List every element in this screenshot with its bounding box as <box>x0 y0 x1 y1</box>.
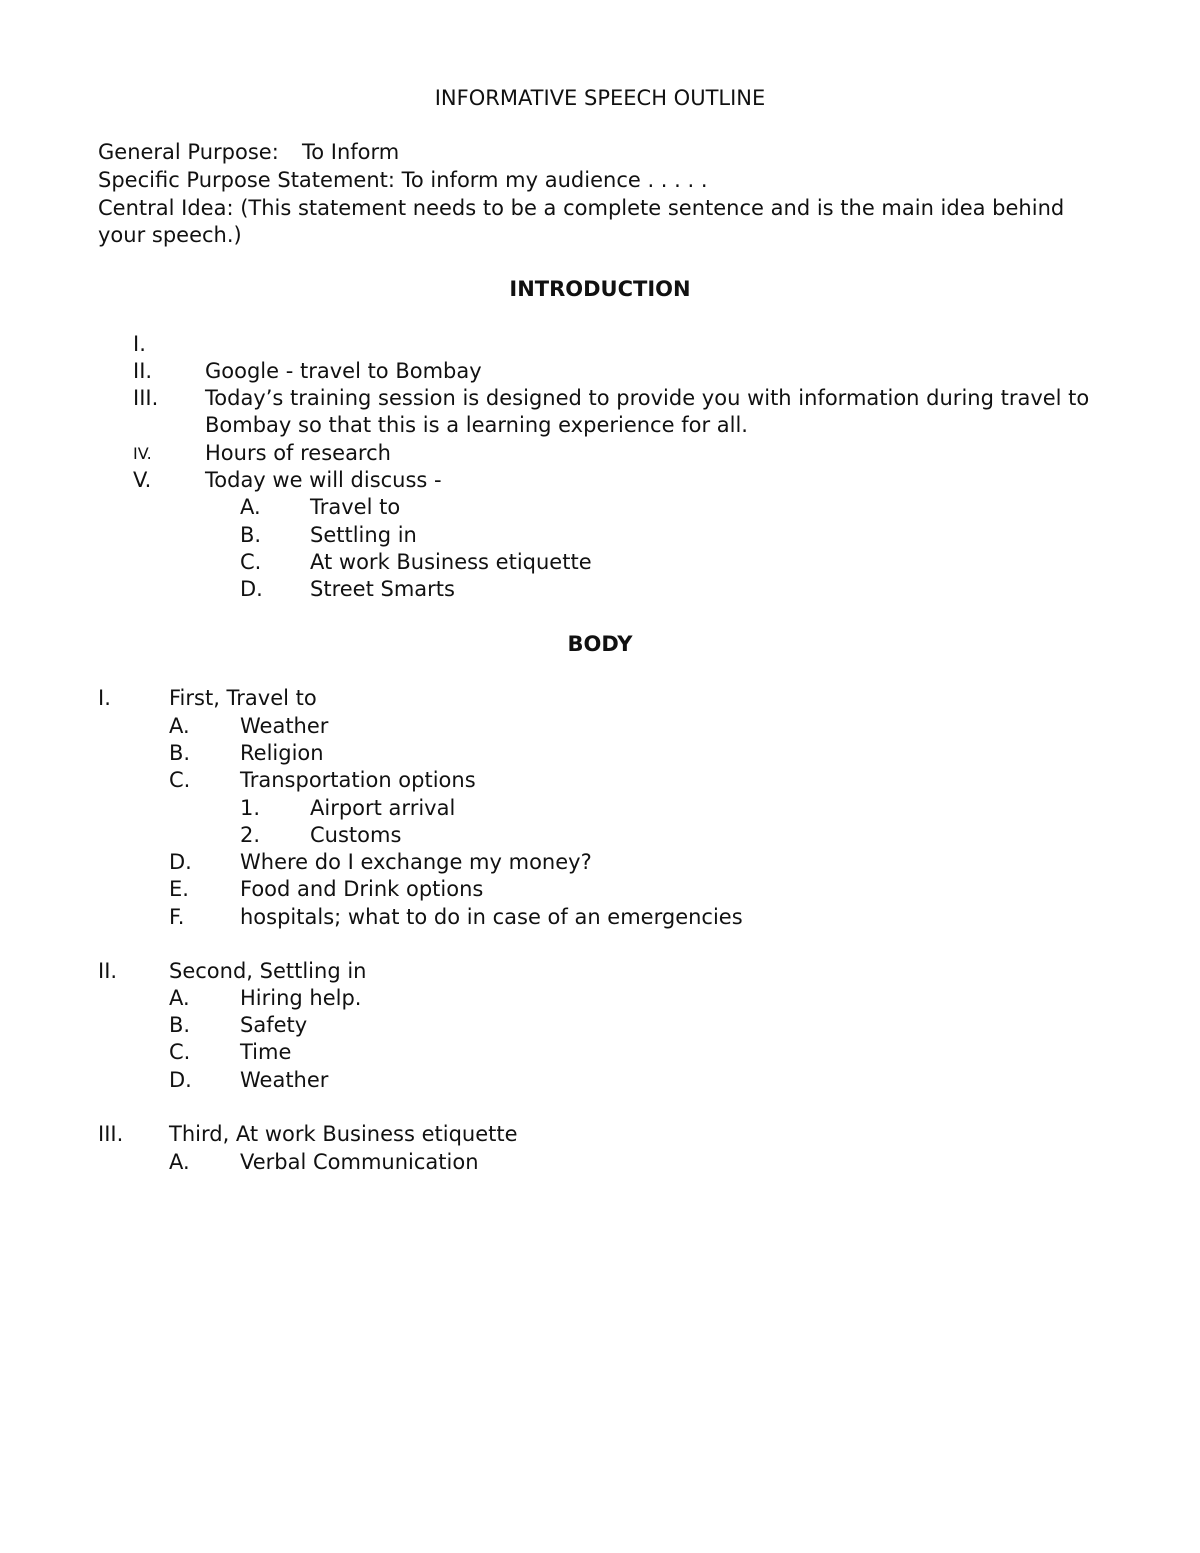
body-subitem-text: Transportation options <box>240 768 476 792</box>
body-section-title: First, Travel to <box>169 686 317 710</box>
body-subitem-text: Time <box>240 1040 292 1064</box>
body-subitem-text: Weather <box>240 714 329 738</box>
intro-item-text: Today’s training session is designed to provide you with information during travel to <box>205 386 1090 410</box>
intro-subitem-text: Travel to <box>310 495 401 519</box>
intro-item-number: II. <box>133 359 153 383</box>
body-subitem-letter: D. <box>169 1068 192 1092</box>
body-subitem-text: Food and Drink options <box>240 877 484 901</box>
body-section-title: Second, Settling in <box>169 959 367 983</box>
body-subitem-text: Religion <box>240 741 324 765</box>
body-subitem-letter: F. <box>169 905 185 929</box>
body-subitem-letter: A. <box>169 714 190 738</box>
central-idea-line-2: your speech.) <box>98 223 242 247</box>
specific-purpose-statement: Specific Purpose Statement: To inform my audience . . . . . <box>98 168 708 192</box>
body-subitem-letter: A. <box>169 1150 190 1174</box>
intro-item-text-continued: Bombay so that this is a learning experience for all. <box>205 413 748 437</box>
central-idea-line-1: Central Idea: (This statement needs to be a complete sentence and is the main idea behind <box>98 196 1065 220</box>
body-section-title: Third, At work Business etiquette <box>169 1122 518 1146</box>
body-subitem-letter: B. <box>169 1013 191 1037</box>
intro-item-number: III. <box>133 386 159 410</box>
body-subsubitem-number: 1. <box>240 796 261 820</box>
intro-subitem-letter: C. <box>240 550 262 574</box>
general-purpose-value: To Inform <box>302 140 400 164</box>
document-title: INFORMATIVE SPEECH OUTLINE <box>434 86 766 110</box>
body-subsubitem-number: 2. <box>240 823 261 847</box>
body-subsubitem-text: Customs <box>310 823 402 847</box>
body-heading: BODY <box>567 632 633 656</box>
introduction-heading: INTRODUCTION <box>509 277 691 301</box>
body-section-number: I. <box>98 686 111 710</box>
intro-subitem-letter: D. <box>240 577 263 601</box>
general-purpose-label: General Purpose: <box>98 140 279 164</box>
body-subitem-letter: E. <box>169 877 189 901</box>
intro-subitem-text: Street Smarts <box>310 577 455 601</box>
intro-item-number: IV. <box>133 444 152 463</box>
body-subitem-text: Verbal Communication <box>240 1150 479 1174</box>
intro-item-number: I. <box>133 332 146 356</box>
body-subitem-text: Where do I exchange my money? <box>240 850 592 874</box>
body-subitem-text: Hiring help. <box>240 986 362 1010</box>
body-subitem-text: Weather <box>240 1068 329 1092</box>
body-section-number: II. <box>98 959 118 983</box>
intro-subitem-letter: A. <box>240 495 261 519</box>
intro-item-text: Google - travel to Bombay <box>205 359 482 383</box>
body-subitem-text: hospitals; what to do in case of an emergencies <box>240 905 743 929</box>
body-subitem-letter: A. <box>169 986 190 1010</box>
intro-item-number: V. <box>133 468 152 492</box>
intro-subitem-text: Settling in <box>310 523 417 547</box>
body-subitem-letter: D. <box>169 850 192 874</box>
body-subitem-letter: C. <box>169 1040 191 1064</box>
intro-subitem-text: At work Business etiquette <box>310 550 592 574</box>
body-section-number: III. <box>98 1122 124 1146</box>
body-subitem-letter: C. <box>169 768 191 792</box>
body-subsubitem-text: Airport arrival <box>310 796 456 820</box>
intro-item-text: Hours of research <box>205 441 391 465</box>
intro-subitem-letter: B. <box>240 523 262 547</box>
body-subitem-text: Safety <box>240 1013 308 1037</box>
body-subitem-letter: B. <box>169 741 191 765</box>
intro-item-text: Today we will discuss - <box>205 468 442 492</box>
